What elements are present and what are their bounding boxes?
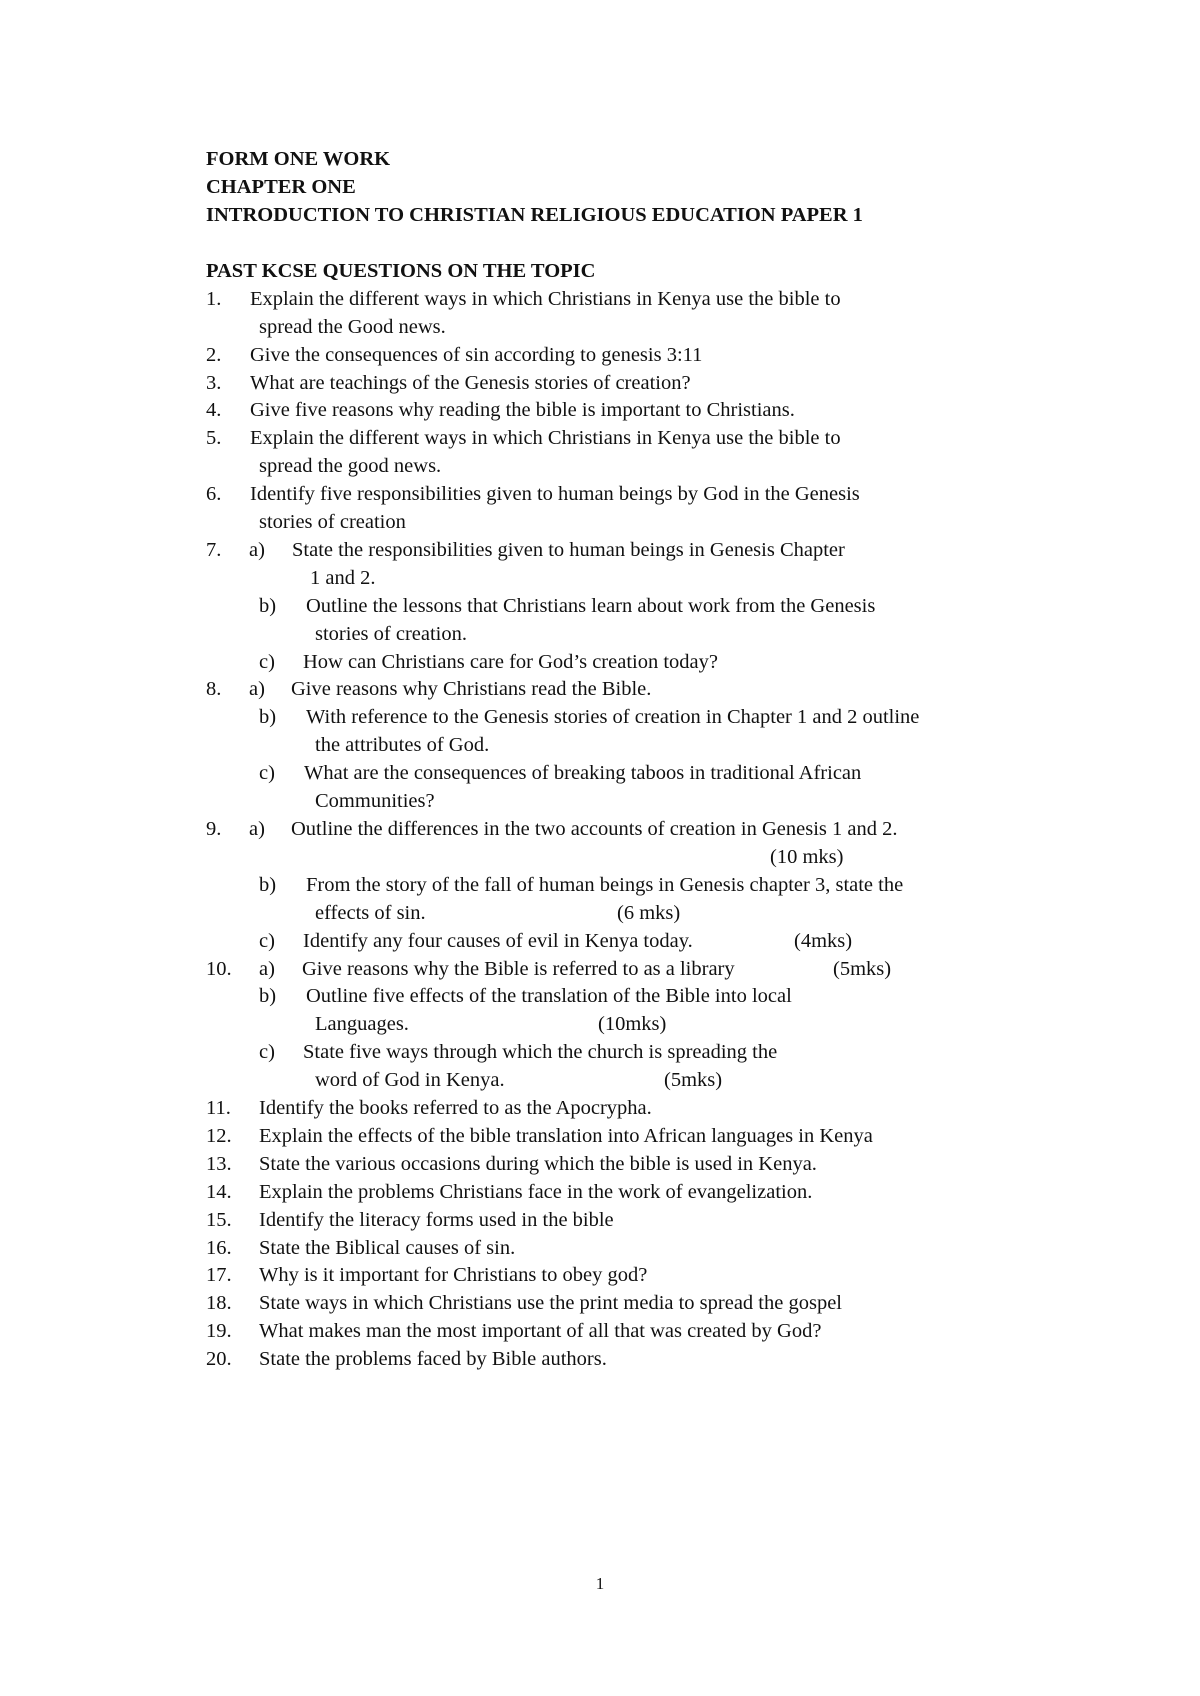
- subquestion-text: Outline five effects of the translation of the Bible into local: [306, 985, 792, 1007]
- question-text: Give five reasons why reading the bible is important to Christians.: [250, 399, 795, 421]
- subquestion-text: Outline the lessons that Christians learn about work from the Genesis: [306, 595, 876, 617]
- subquestion-text: State the responsibilities given to human beings in Genesis Chapter: [292, 539, 845, 561]
- question-number: 12.: [206, 1125, 232, 1147]
- subquestion-text: State five ways through which the church is spreading the: [303, 1041, 778, 1063]
- subquestion-label: a): [249, 539, 265, 561]
- question-number: 2.: [206, 344, 222, 366]
- question-text: Explain the problems Christians face in the work of evangelization.: [259, 1181, 813, 1203]
- subquestion-label: c): [259, 651, 275, 673]
- question-text: State the various occasions during which the bible is used in Kenya.: [259, 1153, 817, 1175]
- subquestion-text-cont: effects of sin.: [315, 902, 426, 924]
- subquestion-label: c): [259, 930, 275, 952]
- question-text: Identify five responsibilities given to human beings by God in the Genesis: [250, 483, 860, 505]
- marks-label: (5mks): [833, 958, 892, 980]
- subquestion-text-cont: word of God in Kenya.: [315, 1069, 505, 1091]
- question-text-cont: spread the good news.: [259, 455, 442, 477]
- question-text-cont: stories of creation: [259, 511, 406, 533]
- marks-label: (10mks): [598, 1013, 667, 1035]
- question-number: 6.: [206, 483, 222, 505]
- subquestion-label: a): [259, 958, 275, 980]
- question-number: 7.: [206, 539, 222, 561]
- question-number: 1.: [206, 288, 222, 310]
- question-text: State the Biblical causes of sin.: [259, 1237, 516, 1259]
- question-number: 4.: [206, 399, 222, 421]
- subquestion-text: What are the consequences of breaking taboos in traditional African: [304, 762, 862, 784]
- subquestion-label: a): [249, 818, 265, 840]
- question-text: State ways in which Christians use the print media to spread the gospel: [259, 1292, 842, 1314]
- question-number: 17.: [206, 1264, 232, 1286]
- subquestion-text-cont: Communities?: [315, 790, 435, 812]
- subquestion-text: Give reasons why the Bible is referred to as a library: [302, 958, 735, 980]
- subquestion-text-cont: stories of creation.: [315, 623, 467, 645]
- subquestion-text-cont: 1 and 2.: [310, 567, 376, 589]
- question-number: 18.: [206, 1292, 232, 1314]
- subquestion-text: Give reasons why Christians read the Bible.: [291, 678, 652, 700]
- question-number: 3.: [206, 372, 222, 394]
- question-number: 15.: [206, 1209, 232, 1231]
- subquestion-label: b): [259, 595, 277, 617]
- document-title: INTRODUCTION TO CHRISTIAN RELIGIOUS EDUCATION PAPER 1: [206, 204, 863, 226]
- question-number: 14.: [206, 1181, 232, 1203]
- subquestion-text: Identify any four causes of evil in Kenya today.: [303, 930, 693, 952]
- question-text: What makes man the most important of all that was created by God?: [259, 1320, 822, 1342]
- question-text: Explain the different ways in which Christians in Kenya use the bible to: [250, 427, 841, 449]
- question-text: Explain the different ways in which Christians in Kenya use the bible to: [250, 288, 841, 310]
- question-number: 9.: [206, 818, 222, 840]
- question-text: What are teachings of the Genesis stories of creation?: [250, 372, 691, 394]
- question-number: 10.: [206, 958, 232, 980]
- question-number: 19.: [206, 1320, 232, 1342]
- chapter-heading: CHAPTER ONE: [206, 176, 356, 198]
- marks-label: (4mks): [794, 930, 853, 952]
- form-heading: FORM ONE WORK: [206, 148, 391, 170]
- subquestion-label: b): [259, 985, 277, 1007]
- question-number: 16.: [206, 1237, 232, 1259]
- subquestion-label: c): [259, 762, 275, 784]
- question-text: Identify the books referred to as the Apocrypha.: [259, 1097, 652, 1119]
- subquestion-label: a): [249, 678, 265, 700]
- marks-label: (10 mks): [770, 846, 844, 868]
- question-number: 11.: [206, 1097, 231, 1119]
- subquestion-text: With reference to the Genesis stories of creation in Chapter 1 and 2 outline: [306, 706, 920, 728]
- subquestion-text-cont: the attributes of God.: [315, 734, 490, 756]
- question-text: Give the consequences of sin according to genesis 3:11: [250, 344, 703, 366]
- question-text-cont: spread the Good news.: [259, 316, 446, 338]
- subquestion-label: b): [259, 874, 277, 896]
- marks-label: (6 mks): [617, 902, 681, 924]
- page-number: 1: [595, 1574, 605, 1593]
- subquestion-text-cont: Languages.: [315, 1013, 409, 1035]
- subquestion-label: b): [259, 706, 277, 728]
- question-number: 5.: [206, 427, 222, 449]
- question-number: 13.: [206, 1153, 232, 1175]
- question-number: 8.: [206, 678, 222, 700]
- question-number: 20.: [206, 1348, 232, 1370]
- subquestion-text: From the story of the fall of human beings in Genesis chapter 3, state the: [306, 874, 904, 896]
- question-text: Explain the effects of the bible translation into African languages in Kenya: [259, 1125, 873, 1147]
- question-text: State the problems faced by Bible authors.: [259, 1348, 607, 1370]
- subquestion-label: c): [259, 1041, 275, 1063]
- subquestion-text: Outline the differences in the two accounts of creation in Genesis 1 and 2.: [291, 818, 898, 840]
- subquestion-text: How can Christians care for God’s creation today?: [303, 651, 718, 673]
- question-text: Why is it important for Christians to obey god?: [259, 1264, 648, 1286]
- question-text: Identify the literacy forms used in the bible: [259, 1209, 614, 1231]
- marks-label: (5mks): [664, 1069, 723, 1091]
- section-title: PAST KCSE QUESTIONS ON THE TOPIC: [206, 260, 596, 282]
